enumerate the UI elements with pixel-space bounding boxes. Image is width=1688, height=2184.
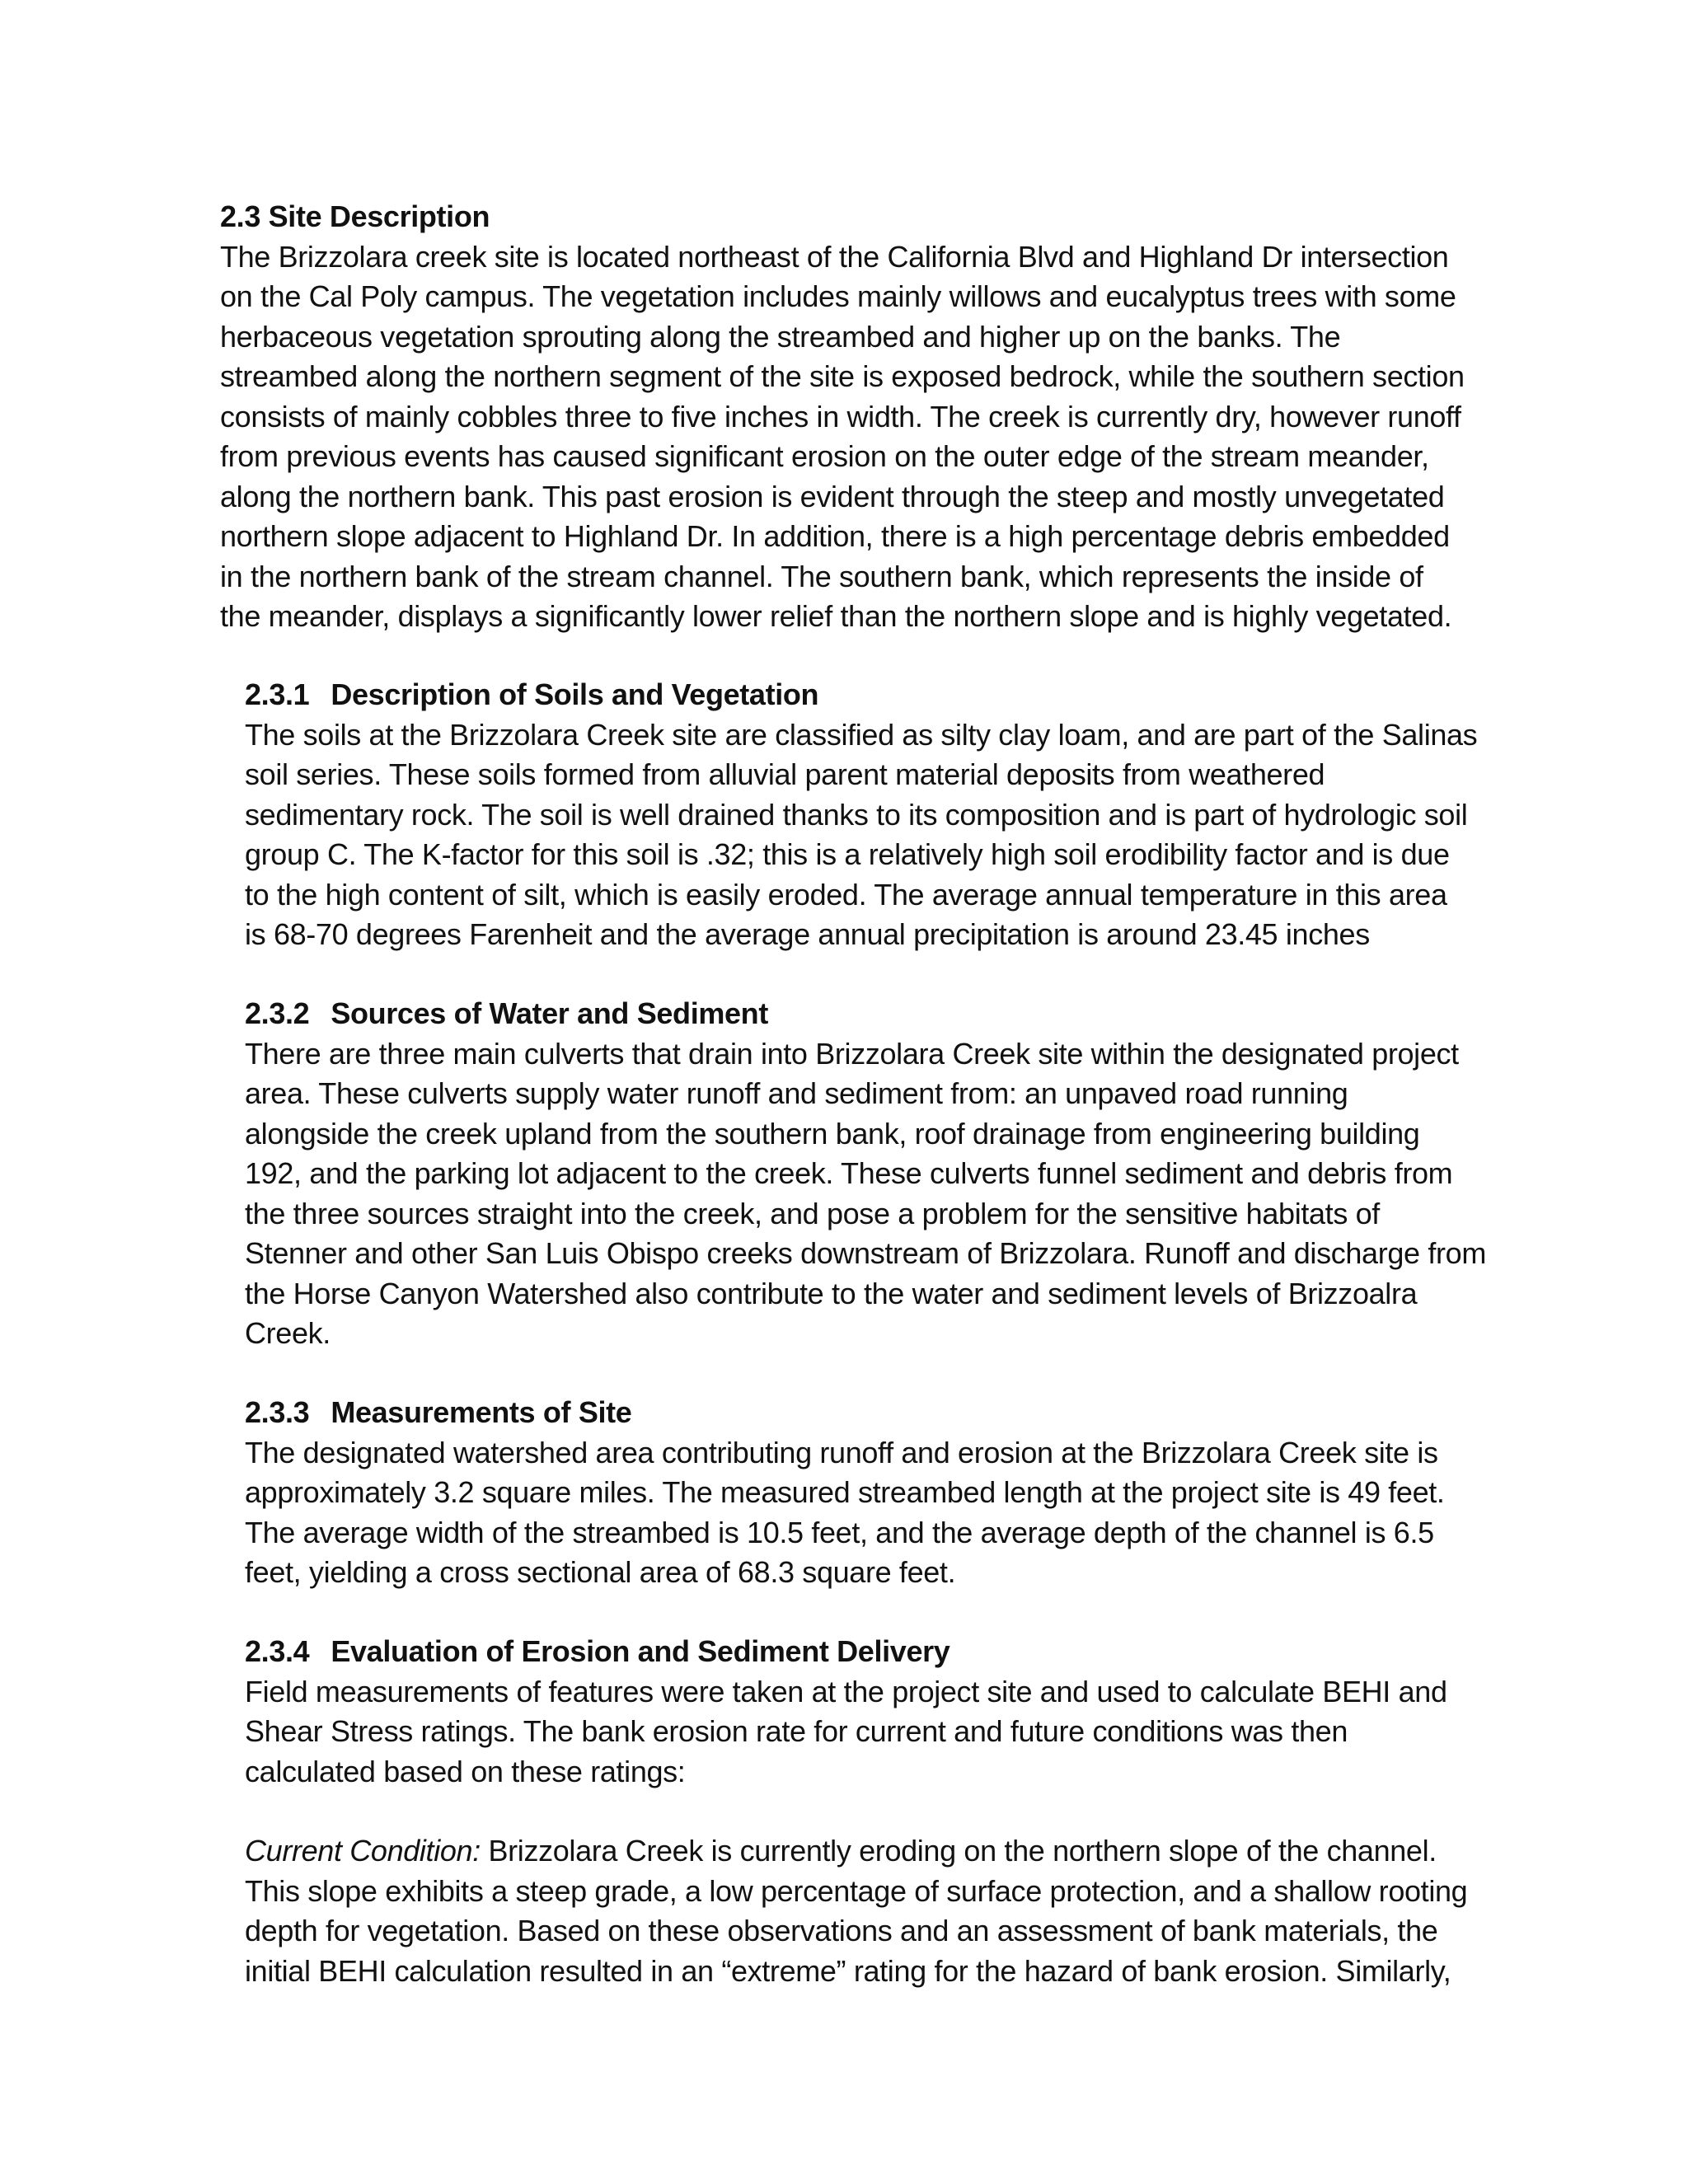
text-line: to the high content of silt, which is easily eroded. The average annual temperature in this area (245, 877, 1447, 912)
heading-title: Description of Soils and Vegetation (331, 677, 819, 711)
text-line: from previous events has caused significant erosion on the outer edge of the stream meander, (220, 439, 1429, 473)
section-heading-2-3 (220, 197, 1465, 237)
text-line: Stenner and other San Luis Obispo creeks downstream of Brizzolara. Runoff and discharge from (245, 1236, 1486, 1270)
text-line: on the Cal Poly campus. The vegetation includes mainly willows and eucalyptus trees with some (220, 279, 1456, 313)
text-line: feet, yielding a cross sectional area of 68.3 square feet. (245, 1555, 956, 1589)
paragraph-site-description (220, 237, 1465, 637)
text-line: initial BEHI calculation resulted in an “extreme” rating for the hazard of bank erosion. Similarly, (245, 1953, 1451, 1988)
text-line: herbaceous vegetation sprouting along the streambed and higher up on the banks. The (220, 319, 1341, 354)
text-line: is 68-70 degrees Farenheit and the average annual precipitation is around 23.45 inches (245, 917, 1370, 951)
heading-number: 2.3.4 (245, 1634, 310, 1668)
section-heading-2-3-1 (245, 675, 1477, 715)
heading-number: 2.3.1 (245, 677, 310, 711)
heading-text: 2.3 Site Description (220, 199, 490, 233)
paragraph-water-sediment (245, 1034, 1486, 1354)
text-line: streambed along the northern segment of the site is exposed bedrock, while the southern section (220, 359, 1465, 393)
text-line: soil series. These soils formed from alluvial parent material deposits from weathered (245, 757, 1325, 791)
text-line: This slope exhibits a steep grade, a low percentage of surface protection, and a shallow rooting (245, 1873, 1468, 1908)
text-line: the three sources straight into the creek, and pose a problem for the sensitive habitats of (245, 1196, 1380, 1230)
text-line: Creek. (245, 1316, 331, 1350)
heading-title: Sources of Water and Sediment (331, 996, 768, 1030)
text-line: the meander, displays a significantly lower relief than the northern slope and is highly vegetated. (220, 599, 1452, 633)
section-2-3-4 (245, 1632, 1447, 1792)
current-condition-paragraph (245, 1831, 1467, 1991)
text-line: consists of mainly cobbles three to five inches in width. The creek is currently dry, however runoff (220, 399, 1461, 434)
heading-title: Evaluation of Erosion and Sediment Delivery (331, 1634, 950, 1668)
text-line: Shear Stress ratings. The bank erosion rate for current and future conditions was then (245, 1714, 1348, 1748)
text-line: in the northern bank of the stream channel. The southern bank, which represents the inside of (220, 559, 1423, 593)
section-heading-2-3-3 (245, 1393, 1445, 1433)
text-line: There are three main culverts that drain into Brizzolara Creek site within the designated project (245, 1036, 1459, 1071)
heading-number: 2.3.2 (245, 996, 310, 1030)
heading-number: 2.3.3 (245, 1395, 310, 1429)
section-heading-2-3-2 (245, 994, 1486, 1034)
current-condition-label: Current Condition: (245, 1834, 481, 1868)
heading-title: Measurements of Site (331, 1395, 632, 1429)
section-2-3-2 (245, 994, 1486, 1354)
text-line: The designated watershed area contributing runoff and erosion at the Brizzolara Creek site is (245, 1435, 1438, 1469)
paragraph-soils-vegetation (245, 715, 1477, 955)
section-heading-2-3-4 (245, 1632, 1447, 1672)
text-line: The soils at the Brizzolara Creek site are classified as silty clay loam, and are part of the Salinas (245, 717, 1478, 752)
text-line: The Brizzolara creek site is located northeast of the California Blvd and Highland Dr intersection (220, 239, 1449, 274)
text-line: 192, and the parking lot adjacent to the creek. These culverts funnel sediment and debris from (245, 1156, 1453, 1190)
text-line: The average width of the streambed is 10.5 feet, and the average depth of the channel is 6.5 (245, 1515, 1434, 1549)
section-2-3 (220, 197, 1465, 637)
section-2-3-1 (245, 675, 1477, 955)
text-line: group C. The K-factor for this soil is .32; this is a relatively high soil erodibility factor and is due (245, 837, 1450, 871)
text-line: along the northern bank. This past erosion is evident through the steep and mostly unvegetated (220, 479, 1445, 513)
paragraph-measurements (245, 1433, 1445, 1593)
text-line: depth for vegetation. Based on these observations and an assessment of bank materials, the (245, 1914, 1438, 1947)
text-line: calculated based on these ratings: (245, 1754, 686, 1788)
text-line: Field measurements of features were taken at the project site and used to calculate BEHI and (245, 1674, 1447, 1708)
text-line: area. These culverts supply water runoff and sediment from: an unpaved road running (245, 1076, 1348, 1110)
paragraph-erosion-evaluation (245, 1672, 1447, 1793)
text-line (245, 1831, 1467, 1872)
text-line: northern slope adjacent to Highland Dr. In addition, there is a high percentage debris embedded (220, 519, 1450, 553)
current-condition-first-line: Brizzolara Creek is currently eroding on the northern slope of the channel. (480, 1834, 1437, 1868)
text-line: approximately 3.2 square miles. The measured streambed length at the project site is 49 feet. (245, 1475, 1445, 1509)
text-line: the Horse Canyon Watershed also contribute to the water and sediment levels of Brizzoalra (245, 1276, 1418, 1310)
section-2-3-3 (245, 1393, 1445, 1593)
text-line: sedimentary rock. The soil is well drained thanks to its composition and is part of hydrologic soil (245, 797, 1468, 832)
text-line: alongside the creek upland from the southern bank, roof drainage from engineering building (245, 1116, 1420, 1151)
